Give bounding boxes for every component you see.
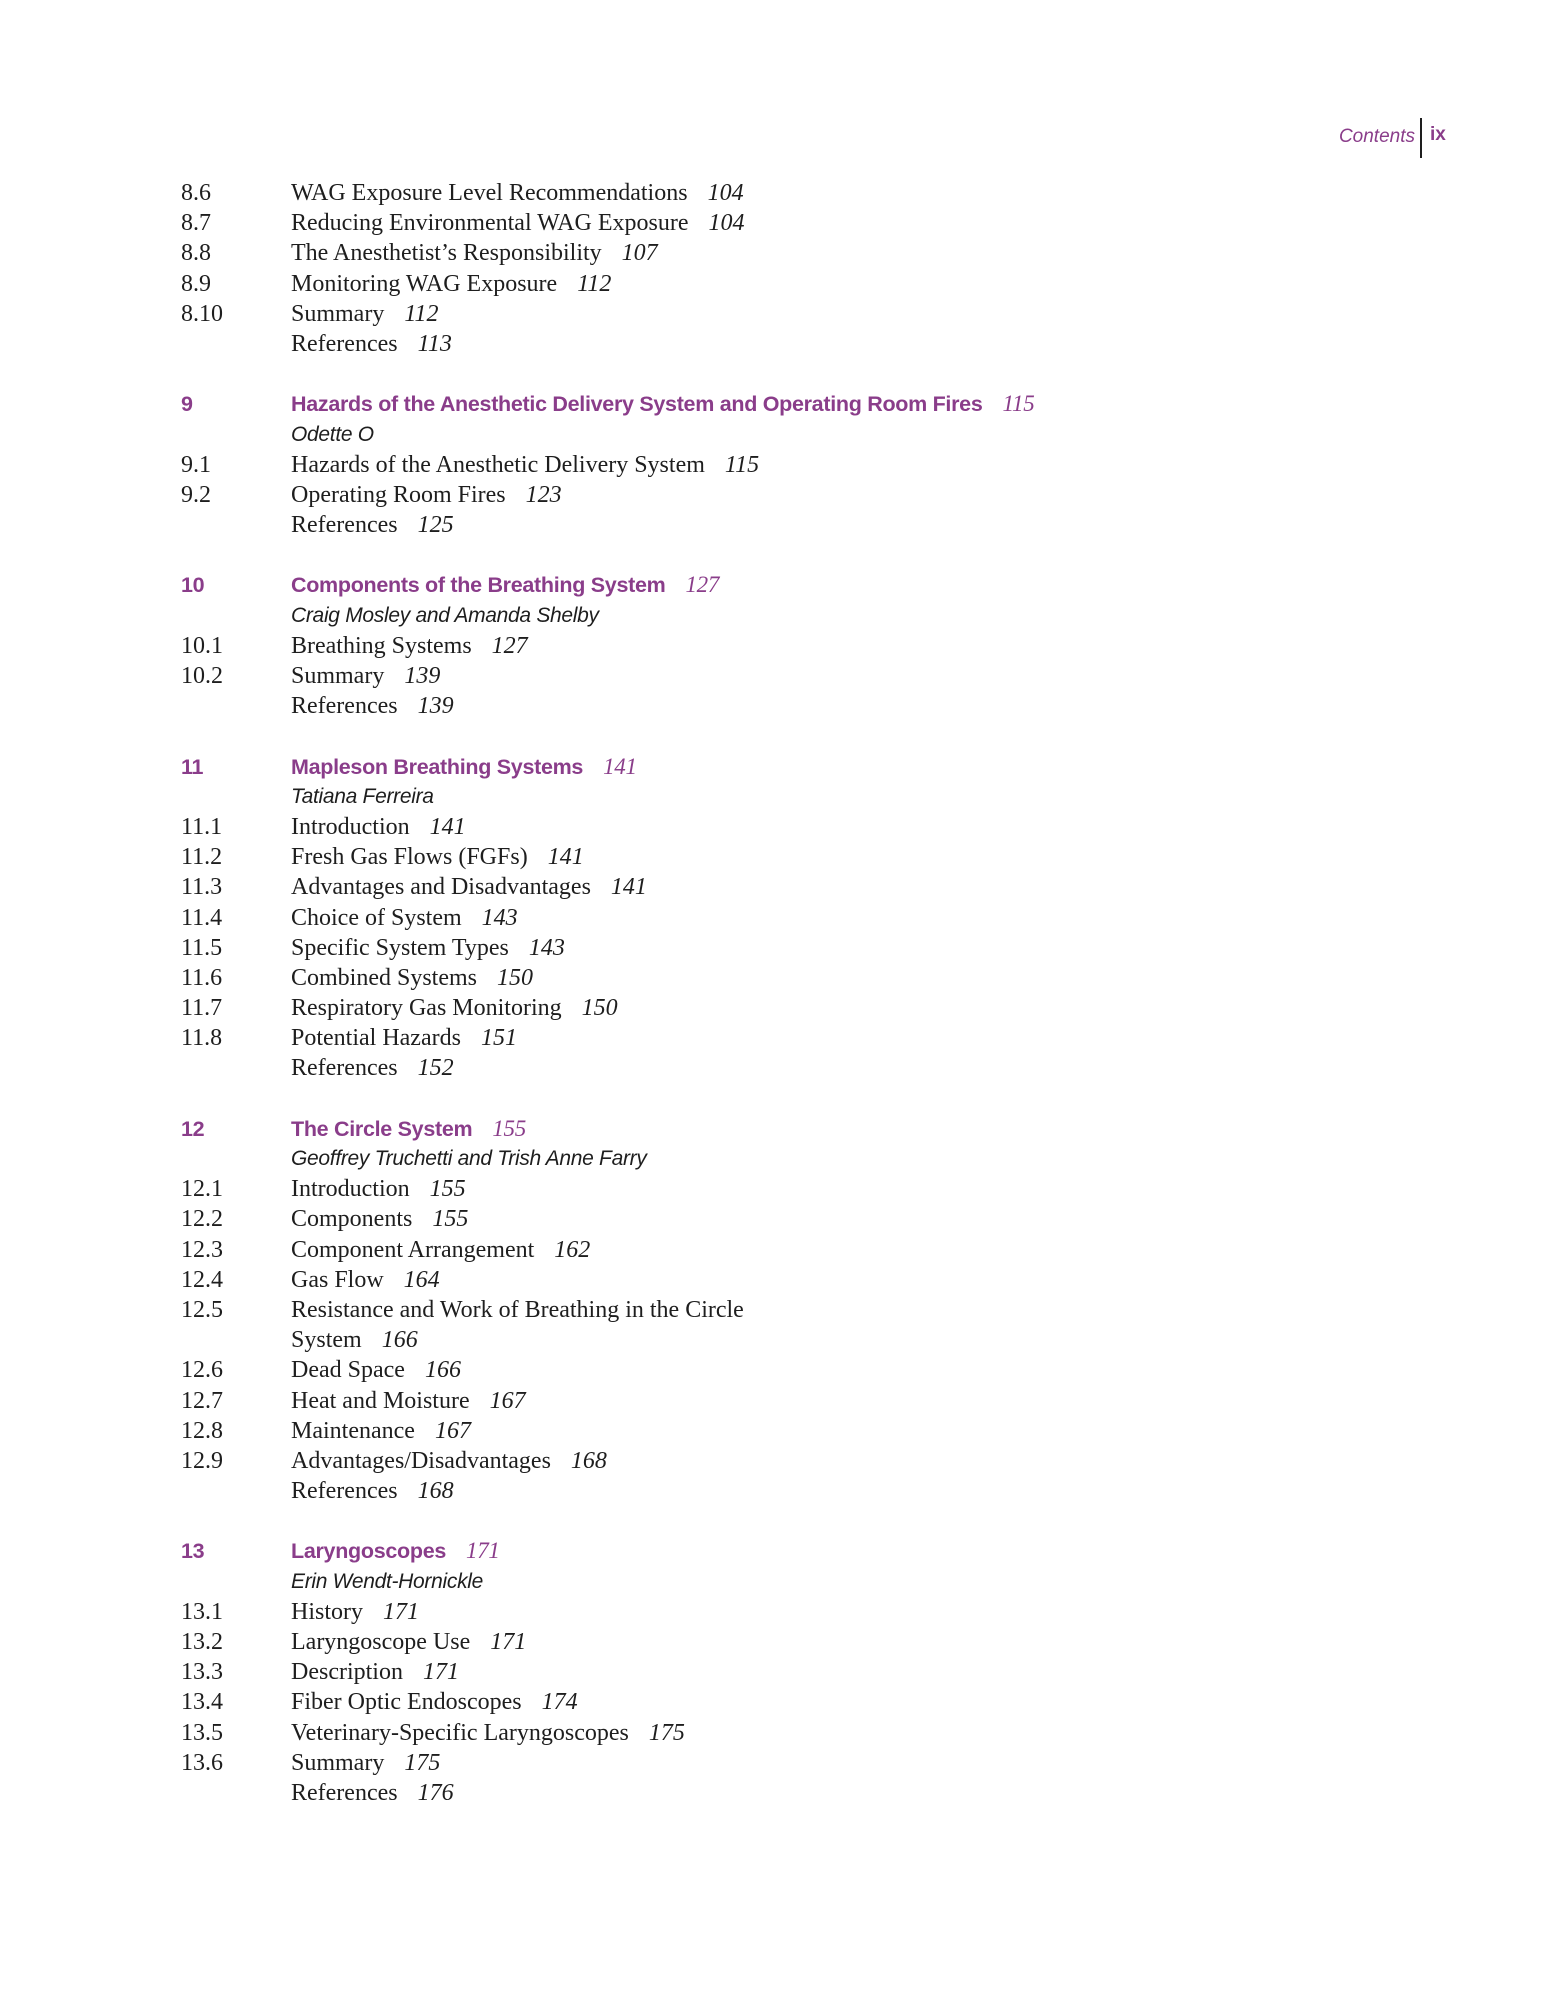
- toc-entry[interactable]: [181, 1386, 1381, 1416]
- entry-title: Hazards of the Anesthetic Delivery System: [291, 451, 705, 478]
- entry-page: 115: [724, 451, 760, 478]
- toc-entry[interactable]: [181, 238, 1381, 268]
- entry-page: 139: [404, 663, 441, 689]
- entry-number: 12.2: [181, 1206, 223, 1233]
- entry-number: 8.10: [181, 300, 223, 327]
- entry-title: Summary: [291, 300, 385, 327]
- entry-page: 167: [489, 1387, 526, 1414]
- entry-title: Advantages/Disadvantages: [291, 1447, 551, 1474]
- entry-title: Operating Room Fires: [291, 481, 506, 508]
- entry-page: 104: [707, 180, 744, 206]
- toc-entry[interactable]: [181, 812, 1381, 842]
- entry-page: 171: [490, 1629, 527, 1655]
- entry-number: 8.7: [181, 210, 211, 237]
- table-of-contents: [181, 178, 1381, 1808]
- entry-title: Laryngoscope Use: [291, 1629, 471, 1655]
- running-head-rule: [1420, 118, 1422, 158]
- entry-page: 162: [554, 1236, 591, 1263]
- toc-entry[interactable]: [181, 1416, 1381, 1446]
- author-names: Odette O: [291, 422, 374, 446]
- entry-title: Respiratory Gas Monitoring: [291, 995, 562, 1022]
- chapter-author: [181, 601, 1381, 631]
- toc-entry[interactable]: [181, 1657, 1381, 1687]
- toc-entry-continuation[interactable]: [181, 1325, 1381, 1355]
- entry-number: 12.7: [181, 1387, 223, 1414]
- toc-references[interactable]: [181, 691, 1381, 721]
- entry-title: Advantages and Disadvantages: [291, 874, 591, 901]
- entry-page: 174: [541, 1689, 578, 1716]
- toc-entry[interactable]: [181, 1174, 1381, 1204]
- entry-title: Fresh Gas Flows (FGFs): [291, 844, 528, 871]
- spacer: [181, 1084, 1381, 1114]
- entry-title: Gas Flow: [291, 1266, 384, 1293]
- chapter-page: 141: [603, 753, 637, 779]
- chapter-page: 115: [1002, 391, 1035, 417]
- entry-title: References: [291, 330, 398, 357]
- entry-number: 8.6: [181, 180, 211, 206]
- chapter-page: 171: [466, 1538, 500, 1564]
- entry-number: 13.3: [181, 1659, 223, 1686]
- entry-title: Specific System Types: [291, 934, 509, 961]
- toc-chapter-heading[interactable]: [181, 389, 1381, 419]
- running-head: [0, 118, 1548, 158]
- entry-page: 127: [491, 632, 528, 659]
- entry-title: Maintenance: [291, 1417, 415, 1444]
- entry-title: History: [291, 1598, 363, 1625]
- author-names: Craig Mosley and Amanda Shelby: [291, 603, 599, 627]
- toc-entry[interactable]: [181, 1446, 1381, 1476]
- entry-title: Heat and Moisture: [291, 1387, 470, 1414]
- chapter-number: 13: [181, 1539, 205, 1564]
- entry-page: 171: [422, 1659, 459, 1686]
- toc-entry[interactable]: [181, 842, 1381, 872]
- entry-page: 166: [424, 1357, 461, 1384]
- entry-number: 11.3: [181, 874, 223, 901]
- author-names: Erin Wendt-Hornickle: [291, 1569, 484, 1593]
- chapter-title: Laryngoscopes: [291, 1539, 447, 1564]
- toc-chapter-heading[interactable]: [181, 570, 1381, 600]
- toc-entry[interactable]: [181, 1235, 1381, 1265]
- entry-number: 8.8: [181, 240, 211, 267]
- toc-entry[interactable]: [181, 450, 1381, 480]
- entry-page: 171: [383, 1598, 419, 1625]
- entry-number: 10.1: [181, 632, 223, 659]
- toc-references[interactable]: [181, 329, 1381, 359]
- entry-page: 176: [417, 1779, 454, 1806]
- entry-title: Introduction: [291, 813, 410, 840]
- entry-page: 150: [497, 964, 534, 991]
- toc-entry[interactable]: [181, 1355, 1381, 1385]
- entry-page: 155: [429, 1176, 466, 1203]
- toc-entry[interactable]: [181, 208, 1381, 238]
- entry-number: 12.5: [181, 1296, 223, 1323]
- chapter-number: 10: [181, 573, 205, 598]
- chapter-title: The Circle System: [291, 1116, 473, 1141]
- toc-entry[interactable]: [181, 1627, 1381, 1657]
- entry-title: References: [291, 512, 398, 539]
- entry-title: References: [291, 1779, 398, 1806]
- entry-page: 123: [525, 481, 562, 508]
- entry-page: 155: [432, 1206, 469, 1233]
- toc-entry[interactable]: [181, 480, 1381, 510]
- toc-entry[interactable]: [181, 1748, 1381, 1778]
- entry-title: References: [291, 1478, 398, 1505]
- spacer: [181, 721, 1381, 751]
- entry-number: 12.6: [181, 1357, 223, 1384]
- chapter-title: Mapleson Breathing Systems: [291, 754, 584, 779]
- chapter-number: 11: [181, 754, 204, 779]
- chapter-page: 127: [685, 572, 720, 598]
- chapter-author: [181, 1144, 1381, 1174]
- entry-number: 11.4: [181, 904, 223, 931]
- chapter-author: [181, 1567, 1381, 1597]
- entry-title: Breathing Systems: [291, 632, 472, 659]
- entry-title-continuation: System: [291, 1327, 362, 1354]
- chapter-author: [181, 420, 1381, 450]
- entry-page: 150: [581, 995, 618, 1022]
- entry-page: 125: [417, 512, 454, 539]
- entry-title: Reducing Environmental WAG Exposure: [291, 210, 689, 237]
- entry-number: 12.4: [181, 1266, 223, 1293]
- entry-number: 11.8: [181, 1025, 223, 1052]
- toc-entry[interactable]: [181, 269, 1381, 299]
- entry-title: The Anesthetist’s Responsibility: [291, 240, 602, 267]
- entry-title: Component Arrangement: [291, 1236, 535, 1263]
- entry-number: 11.1: [181, 813, 223, 840]
- entry-title: WAG Exposure Level Recommendations: [291, 180, 688, 206]
- author-names: Tatiana Ferreira: [291, 784, 434, 808]
- entry-page: 175: [404, 1749, 441, 1776]
- entry-page: 112: [404, 300, 439, 327]
- entry-page: 143: [481, 904, 518, 931]
- toc-references[interactable]: [181, 1476, 1381, 1506]
- toc-entry[interactable]: [181, 1718, 1381, 1748]
- toc-entry[interactable]: [181, 872, 1381, 902]
- toc-entry[interactable]: [181, 631, 1381, 661]
- spacer: [181, 540, 1381, 570]
- entry-page: 167: [434, 1417, 471, 1444]
- entry-number: 12.3: [181, 1236, 223, 1263]
- chapter-title: Components of the Breathing System: [291, 573, 666, 598]
- entry-title: Summary: [291, 1749, 385, 1776]
- entry-page: 104: [708, 210, 745, 237]
- entry-number: 11.2: [181, 844, 223, 871]
- entry-title: Introduction: [291, 1176, 410, 1203]
- entry-page: 113: [417, 330, 452, 357]
- entry-title: Potential Hazards: [291, 1025, 461, 1052]
- entry-number: 9.1: [181, 451, 211, 478]
- entry-page: 107: [621, 240, 658, 267]
- entry-number: 12.8: [181, 1417, 223, 1444]
- entry-page: 175: [648, 1719, 685, 1746]
- toc-entry[interactable]: [181, 903, 1381, 933]
- toc-entry[interactable]: [181, 933, 1381, 963]
- entry-page: 112: [577, 270, 612, 297]
- entry-number: 10.2: [181, 663, 223, 689]
- entry-title: Description: [291, 1659, 403, 1686]
- entry-number: 13.2: [181, 1629, 223, 1655]
- chapter-number: 9: [181, 392, 193, 417]
- entry-title: Components: [291, 1206, 413, 1233]
- entry-page: 168: [570, 1447, 607, 1474]
- author-names: Geoffrey Truchetti and Trish Anne Farry: [291, 1147, 647, 1170]
- toc-entry[interactable]: [181, 661, 1381, 691]
- running-head-label: Contents: [1338, 126, 1415, 147]
- chapter-number: 12: [181, 1116, 205, 1141]
- entry-title: Monitoring WAG Exposure: [291, 270, 558, 297]
- entry-title: Choice of System: [291, 904, 462, 931]
- toc-entry[interactable]: [181, 993, 1381, 1023]
- toc-entry[interactable]: [181, 1204, 1381, 1234]
- entry-page: 141: [547, 844, 584, 871]
- entry-number: 13.5: [181, 1719, 223, 1746]
- toc-references[interactable]: [181, 1053, 1381, 1083]
- toc-entry[interactable]: [181, 1295, 1381, 1325]
- entry-number: 12.9: [181, 1447, 223, 1474]
- entry-page: 143: [528, 934, 565, 961]
- entry-number: 11.6: [181, 964, 223, 991]
- entry-number: 11.5: [181, 934, 223, 961]
- toc-chapter-heading[interactable]: [181, 1114, 1381, 1144]
- toc-entry[interactable]: [181, 299, 1381, 329]
- entry-title: Combined Systems: [291, 964, 478, 991]
- entry-number: 13.6: [181, 1749, 223, 1776]
- chapter-title: Hazards of the Anesthetic Delivery System and Operating Room Fires: [291, 392, 983, 417]
- chapter-author: [181, 782, 1381, 812]
- toc-references[interactable]: [181, 1778, 1381, 1808]
- entry-page: 141: [429, 813, 466, 840]
- entry-number: 9.2: [181, 481, 211, 508]
- entry-page: 151: [480, 1025, 517, 1052]
- toc-chapter-heading[interactable]: [181, 1536, 1381, 1566]
- entry-page: 139: [417, 693, 454, 720]
- toc-entry[interactable]: [181, 1597, 1381, 1627]
- entry-title: Resistance and Work of Breathing in the Circle: [291, 1296, 744, 1323]
- entry-page: 152: [417, 1055, 454, 1082]
- entry-number: 12.1: [181, 1176, 223, 1203]
- entry-title: Veterinary-Specific Laryngoscopes: [291, 1719, 629, 1746]
- entry-title: References: [291, 1055, 398, 1082]
- toc-entry[interactable]: [181, 1265, 1381, 1295]
- toc-entry[interactable]: [181, 178, 1381, 208]
- entry-number: 8.9: [181, 270, 211, 297]
- spacer: [181, 1506, 1381, 1536]
- chapter-page: 155: [492, 1115, 526, 1141]
- entry-title: Fiber Optic Endoscopes: [291, 1689, 522, 1716]
- toc-entry[interactable]: [181, 1023, 1381, 1053]
- entry-title: Summary: [291, 663, 385, 689]
- toc-entry[interactable]: [181, 1687, 1381, 1717]
- page-number: ix: [1430, 124, 1446, 145]
- entry-number: 13.1: [181, 1598, 223, 1625]
- entry-page: 166: [381, 1327, 418, 1354]
- entry-title: References: [291, 693, 398, 720]
- toc-chapter-heading[interactable]: [181, 752, 1381, 782]
- spacer: [181, 359, 1381, 389]
- entry-title: Dead Space: [291, 1357, 405, 1384]
- entry-number: 13.4: [181, 1689, 223, 1716]
- entry-page: 164: [403, 1266, 440, 1293]
- toc-entry[interactable]: [181, 963, 1381, 993]
- entry-number: 11.7: [181, 995, 223, 1022]
- toc-references[interactable]: [181, 510, 1381, 540]
- entry-page: 141: [610, 874, 647, 901]
- entry-page: 168: [417, 1478, 454, 1505]
